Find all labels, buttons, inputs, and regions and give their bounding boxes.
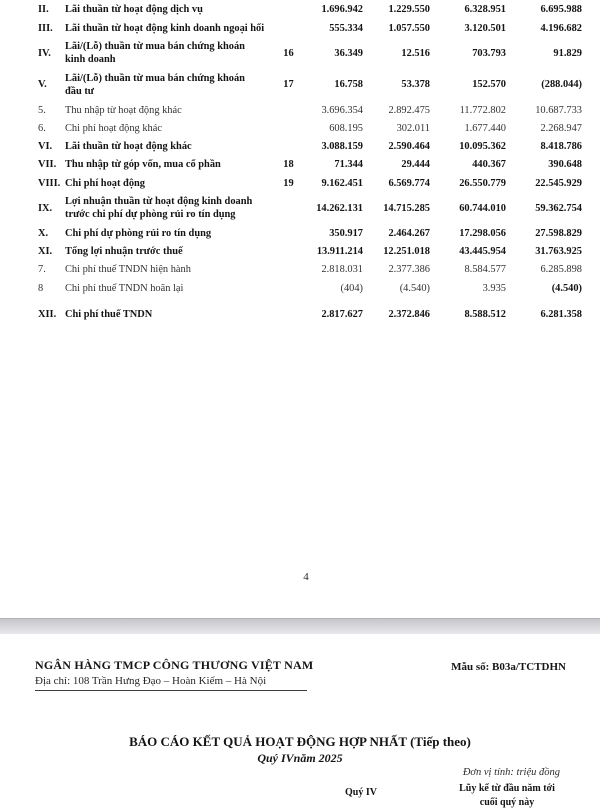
table-row — [38, 224, 583, 242]
value-col2: 2.464.267 — [388, 227, 430, 239]
row-label: Thu nhập từ góp vốn, mua cổ phần — [65, 159, 221, 171]
row-index: IX. — [38, 202, 53, 214]
value-col2: 53.378 — [401, 79, 430, 91]
page-separator — [0, 618, 600, 634]
value-col1: (404) — [340, 282, 363, 294]
value-col3: 26.550.779 — [459, 177, 506, 189]
row-label: Tổng lợi nhuận trước thuế — [65, 245, 183, 257]
column-header-quarter: Quý IV — [345, 787, 377, 798]
value-col2: 29.444 — [401, 159, 430, 171]
value-col1: 608.195 — [329, 122, 363, 134]
value-col1: 555.334 — [329, 22, 363, 34]
value-col4: 59.362.754 — [535, 202, 582, 214]
value-col1: 2.817.627 — [321, 308, 363, 320]
unit-note: Đơn vị tính: triệu đồng — [462, 767, 560, 778]
value-col3: 1.677.440 — [464, 122, 506, 134]
value-col4: 2.268.947 — [540, 122, 582, 134]
table-row — [38, 138, 583, 156]
row-index: III. — [38, 22, 53, 34]
table-row — [38, 38, 583, 70]
value-col4: 31.763.925 — [535, 245, 582, 257]
value-col2: 302.011 — [396, 122, 430, 134]
value-col1: 350.917 — [329, 227, 363, 239]
value-col1: 3.696.354 — [321, 104, 363, 116]
row-index: XII. — [38, 308, 57, 320]
value-col3: 6.328.951 — [464, 4, 506, 16]
note-reference: 16 — [283, 47, 294, 59]
value-col3: 8.584.577 — [464, 264, 506, 276]
value-col1: 2.818.031 — [321, 264, 363, 276]
value-col3: 60.744.010 — [459, 202, 506, 214]
row-label: Lãi thuần từ hoạt động dịch vụ — [65, 4, 203, 16]
row-label: Chi phí thuế TNDN — [65, 308, 153, 320]
row-label: Chi phí dự phòng rủi ro tín dụng — [65, 227, 212, 239]
value-col1: 14.262.131 — [316, 202, 363, 214]
row-label: Lãi thuần từ hoạt động kinh doanh ngoại hối — [65, 22, 265, 34]
value-col4: 8.418.786 — [540, 141, 582, 153]
value-col3: 440.367 — [472, 159, 506, 171]
note-reference: 19 — [283, 177, 294, 189]
value-col2: 2.892.475 — [388, 104, 430, 116]
row-label: Lãi/(Lỗ) thuần từ mua bán chứng khoán kinh doanh — [65, 40, 276, 67]
column-header-ytd: Lũy kế từ đầu năm tới — [459, 783, 555, 794]
row-index: XI. — [38, 245, 53, 257]
income-statement-table — [38, 1, 583, 324]
row-label-line2: kinh doanh — [65, 54, 116, 66]
row-label: Lợi nhuận thuần từ hoạt động kinh doanh trước chi phí dự phòng rủi ro tín dụng — [65, 195, 276, 222]
value-col4: 390.648 — [548, 159, 582, 171]
value-col1: 3.088.159 — [321, 141, 363, 153]
bank-name: NGÂN HÀNG TMCP CÔNG THƯƠNG VIỆT NAM — [35, 658, 314, 672]
value-col4: 6.281.358 — [540, 308, 582, 320]
value-col3: 3.935 — [482, 282, 506, 294]
value-col1: 13.911.214 — [316, 245, 363, 257]
table-row — [38, 101, 583, 119]
value-col4: (288.044) — [541, 79, 582, 91]
row-index: VIII. — [38, 177, 61, 189]
value-col3: 8.588.512 — [464, 308, 506, 320]
row-index: 5. — [38, 104, 46, 116]
value-col2: 1.229.550 — [388, 4, 430, 16]
value-col4: 6.285.898 — [540, 264, 582, 276]
value-col2: 12.251.018 — [383, 245, 430, 257]
table-row — [38, 261, 583, 279]
table-row — [38, 119, 583, 137]
value-col3: 17.298.056 — [459, 227, 506, 239]
value-col3: 703.793 — [472, 47, 506, 59]
column-header-ytd-line2: cuối quý này — [479, 797, 535, 808]
value-col2: (4.540) — [399, 282, 430, 294]
row-index: 7. — [38, 264, 46, 276]
page-number: 4 — [303, 571, 309, 583]
value-col4: 4.196.682 — [540, 22, 582, 34]
report-period: Quý IVnăm 2025 — [257, 751, 343, 765]
table-row — [38, 174, 583, 192]
form-number: Mẫu số: B03a/TCTDHN — [451, 661, 566, 673]
value-col2: 12.516 — [401, 47, 430, 59]
bank-address: Địa chỉ: 108 Trần Hưng Đạo – Hoàn Kiếm – Hà Nội — [35, 675, 307, 691]
value-col4: 22.545.929 — [535, 177, 582, 189]
value-col2: 2.377.386 — [388, 264, 430, 276]
row-index: 8 — [38, 282, 44, 294]
table-row — [38, 305, 583, 323]
value-col3: 43.445.954 — [459, 245, 506, 257]
row-index: X. — [38, 227, 49, 239]
value-col4: 10.687.733 — [535, 104, 582, 116]
row-label: Lãi/(Lỗ) thuần từ mua bán chứng khoán đầu tư — [65, 72, 276, 99]
row-index: V. — [38, 79, 47, 91]
row-index: VI. — [38, 141, 53, 153]
value-col1: 36.349 — [334, 47, 363, 59]
table-row — [38, 156, 583, 174]
report-title: BÁO CÁO KẾT QUẢ HOẠT ĐỘNG HỢP NHẤT (Tiếp theo) — [129, 734, 471, 749]
row-index: VII. — [38, 159, 57, 171]
value-col2: 14.715.285 — [383, 202, 430, 214]
value-col1: 1.696.942 — [321, 4, 363, 16]
value-col3: 3.120.501 — [464, 22, 506, 34]
row-label: Chi phí thuế TNDN hoãn lại — [65, 282, 184, 294]
value-col3: 152.570 — [472, 79, 506, 91]
row-label-line2: trước chi phí dự phòng rủi ro tín dụng — [65, 209, 236, 221]
value-col2: 6.569.774 — [388, 177, 430, 189]
value-col1: 9.162.451 — [321, 177, 363, 189]
value-col4: 27.598.829 — [535, 227, 582, 239]
row-index: IV. — [38, 47, 51, 59]
value-col2: 1.057.550 — [388, 22, 430, 34]
row-index: II. — [38, 4, 49, 16]
value-col3: 11.772.802 — [459, 104, 506, 116]
table-row — [38, 279, 583, 297]
value-col3: 10.095.362 — [459, 141, 506, 153]
row-label: Lãi thuần từ hoạt động khác — [65, 141, 192, 153]
value-col2: 2.372.846 — [388, 308, 430, 320]
value-col2: 2.590.464 — [388, 141, 430, 153]
row-label: Chi phí thuế TNDN hiện hành — [65, 264, 191, 276]
row-label: Thu nhập từ hoạt động khác — [65, 104, 182, 116]
table-row — [38, 69, 583, 101]
value-col4: (4.540) — [551, 282, 582, 294]
note-reference: 17 — [283, 79, 294, 91]
row-label: Chi phí hoạt động khác — [65, 122, 162, 134]
table-row — [38, 1, 583, 19]
row-label-line2: đầu tư — [65, 86, 95, 98]
table-row — [38, 243, 583, 261]
row-label: Chi phí hoạt động — [65, 177, 145, 189]
row-index: 6. — [38, 122, 46, 134]
value-col4: 6.695.988 — [540, 4, 582, 16]
note-reference: 18 — [283, 159, 294, 171]
table-row — [38, 193, 583, 225]
value-col1: 16.758 — [334, 79, 363, 91]
value-col4: 91.829 — [553, 47, 582, 59]
value-col1: 71.344 — [334, 159, 363, 171]
table-row — [38, 19, 583, 37]
